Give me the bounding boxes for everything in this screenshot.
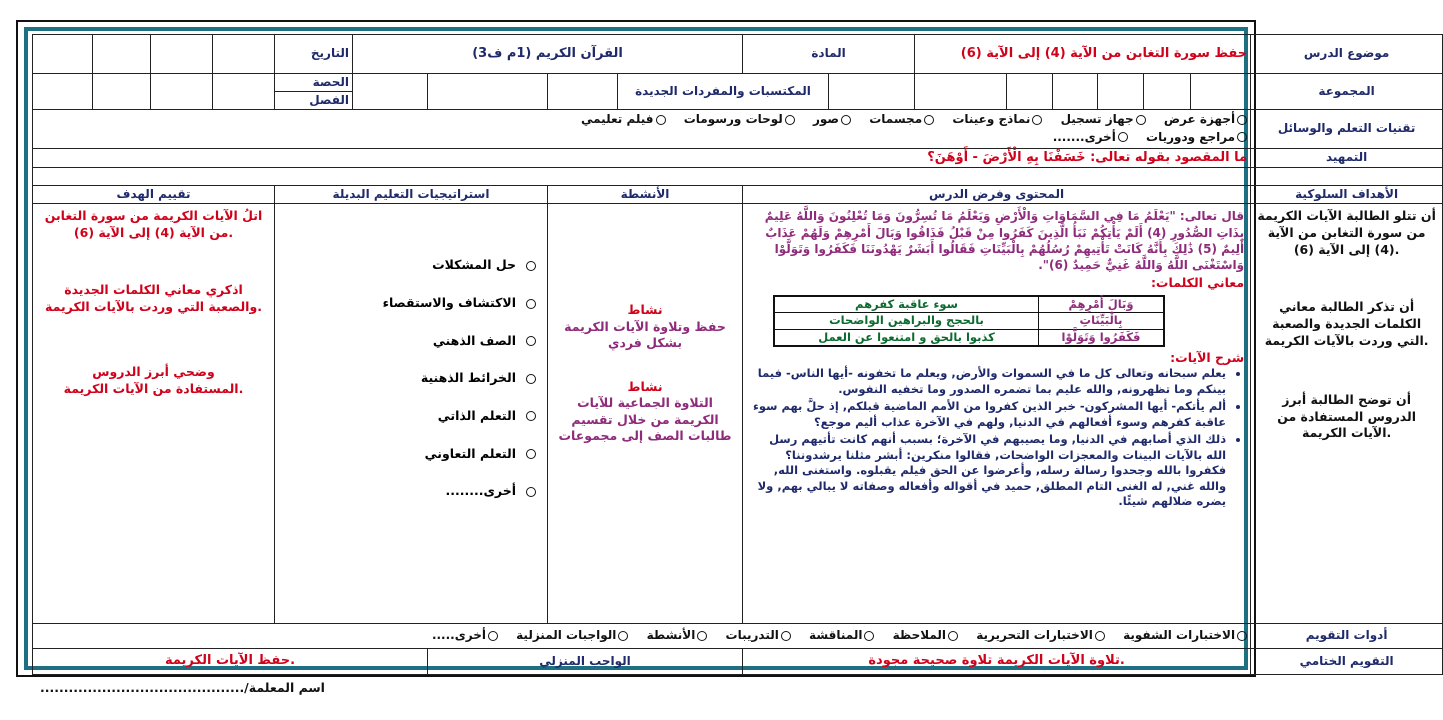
vocab-meaning: سوء عاقبة كفرهم [774,296,1038,313]
objective-item: أن تتلو الطالبة الآيات الكريمة من سورة التغابن من الآية (4) إلى الآية (6). [1257,208,1436,258]
group-label: المجموعة [1251,73,1443,109]
strategy-item[interactable] [278,257,536,273]
tech-options [33,109,1251,148]
lesson-plan-table [32,34,1443,675]
blank-cell [33,35,93,74]
intro-text: ما المقصود بقوله تعالى: خَسَفْنَا بِهِ الْأَرْضَ - أَوْهَنَ؟ [33,148,1251,168]
strategy-label: حل المشكلات [432,257,516,273]
radio-icon [488,631,498,641]
option-label: المناقشة [809,628,863,643]
teacher-name-line: اسم المعلمة/........................................... [40,680,325,695]
blank-cell [1144,73,1191,109]
radio-icon [697,631,707,641]
vocab-word: فَكَفَرُوا وَتَوَلَّوْا [1038,329,1164,346]
blank-cell [428,73,548,109]
objectives-cell [1251,204,1443,624]
option-label: الاختبارات الشفوية [1123,628,1236,643]
vocab-word: وَبَالَ أَمْرِهِمْ [1038,296,1164,313]
radio-icon [526,449,536,459]
radio-icon [1237,115,1247,125]
tech-label: تقنيات التعلم والوسائل [1251,109,1443,148]
radio-icon [841,115,851,125]
tools-option[interactable] [1123,628,1247,642]
radio-icon [618,631,628,641]
option-label: التدريبات [725,628,779,643]
blank-cell [93,35,151,74]
tools-option[interactable] [976,628,1105,642]
vocab-table [773,295,1165,348]
radio-icon [948,631,958,641]
strategy-label: التعلم التعاوني [424,445,516,461]
option-label: مجسمات [869,112,923,127]
blank-cell [1053,73,1098,109]
activity-title: نشاط [627,302,663,318]
blank-row [33,168,1251,186]
option-label: أجهزة عرض [1163,112,1236,127]
tools-label: أدوات التقويم [1251,624,1443,648]
content-cell [743,204,1251,624]
explanation-label: شرح الآيات: [1170,350,1245,366]
option-label: الاختبارات التحريرية [976,628,1093,643]
objective-item: أن تذكر الطالبة معاني الكلمات الجديدة والصعبة التي وردت بالآيات الكريمة. [1264,299,1429,348]
option-label: صور [813,112,840,127]
evaluation-heading: تقييم الهدف [33,186,275,204]
content-heading: المحتوى وفرض الدرس [743,186,1251,204]
option-label: الواجبات المنزلية [516,628,617,643]
radio-icon [785,115,795,125]
radio-icon [781,631,791,641]
tools-option[interactable] [726,628,791,642]
activity-text: التلاوة الجماعية للآيات الكريمة من خلال تقسيم طالبات الصف إلى مجموعات [558,395,732,443]
blank-cell [548,73,618,109]
tools-option[interactable] [516,628,628,642]
explanation-item: • ذلك الذي أصابهم في الدنيا, وما يصيبهم في الآخرة؛ بسبب أنهم كانت تأتيهم رسل الله بالآيات البينات والمعجزات الواضحات, فقالوا منكرين: أبشر مثلنا يرشدوننا؟ فكفروا بالله وجحدوا رسالة رسله, وأعرضوا عن الحق فيلم يقبلوه. واستغنى الله, والله غني, له الغنى التام المطلق, حميد في أقواله وأفعاله وصفاته لا يبالي بهم, ولا يضره ضلالهم شيئًا. [749,432,1226,510]
strategy-item[interactable] [278,295,536,311]
radio-icon [1095,631,1105,641]
tech-option[interactable] [1164,112,1247,126]
evaluation-item: اذكري معاني الكلمات الجديدة والصعبة التي وردت بالآيات الكريمة. [45,282,262,315]
blank-cell [213,73,275,109]
blank-cell [33,73,93,109]
homework-text: حفظ الآيات الكريمة. [33,648,428,674]
tools-option[interactable] [809,628,874,642]
final-eval-label: التقويم الختامي [1251,648,1443,674]
quran-verse: قال تعالى: "يَعْلَمُ مَا فِي السَّمَاوَاتِ وَالْأَرْضِ وَيَعْلَمُ مَا تُسِرُّونَ وَمَا تُعْلِنُونَ وَاللَّهُ عَلِيمٌ بِذَاتِ الصُّدُورِ (4) أَلَمْ يَأْتِكُمْ نَبَأُ الَّذِينَ كَفَرُوا مِنْ قَبْلُ فَذَاقُوا وَبَالَ أَمْرِهِمْ وَلَهُمْ عَذَابٌ أَلِيمٌ (5) ذَٰلِكَ بِأَنَّهُ كَانَتْ تَأْتِيهِمْ رُسُلُهُمْ بِالْبَيِّنَاتِ فَقَالُوا أَبَشَرٌ يَهْدُونَنَا فَكَفَرُوا وَتَوَلَّوْا وَاسْتَغْنَى اللَّهُ وَاللَّهُ غَنِيٌّ حَمِيدٌ (6)". [764,209,1245,273]
radio-icon [1032,115,1042,125]
tech-option[interactable] [1061,112,1146,126]
activities-heading: الأنشطة [548,186,743,204]
tools-option[interactable] [893,628,958,642]
blank-cell [1191,73,1251,109]
strategy-item[interactable] [278,333,536,349]
option-label: لوحات ورسومات [683,112,783,127]
option-label: نماذج وعينات [952,112,1031,127]
objective-item: أن توضح الطالبة أبرز الدروس المستفادة من الآيات الكريمة. [1277,391,1416,441]
blank-cell [151,35,213,74]
subject-value: القرآن الكريم (1م ف3) [353,35,743,74]
lesson-topic-value: حفظ سورة التغابن من الآية (4) إلى الآية (6) [915,35,1251,74]
radio-icon [526,411,536,421]
option-label: مراجع ودوريات [1146,129,1236,144]
vocab-meaning: كذبوا بالحق و امتنعوا عن العمل [774,329,1038,346]
option-label: أخرى....... [1052,129,1116,144]
vocab-row [774,329,1164,346]
radio-icon [1118,132,1128,142]
option-label: جهاز تسجيل [1060,112,1134,127]
strategy-label: أخرى........ [445,483,516,499]
skills-label: المكتسبات والمفردات الجديدة [618,73,829,109]
radio-icon [924,115,934,125]
tech-option[interactable] [952,112,1042,126]
strategy-item[interactable] [278,483,536,499]
option-label: فيلم تعليمي [581,112,654,127]
blank-cell [93,73,151,109]
blank-cell [829,73,915,109]
subject-label: المادة [743,35,915,74]
radio-icon [1237,631,1247,641]
activity-title: نشاط [627,379,663,395]
option-label: أخرى..... [431,628,486,643]
radio-icon [526,487,536,497]
explanation-item: • يعلم سبحانه وتعالى كل ما في السموات والأرض, ويعلم ما تخفونه -أيها الناس- فيما بينكم وما تظهرونه, والله عليم بما تضمره الصدور وما تخفيه النفوس. [749,366,1226,397]
tech-option[interactable] [581,112,666,126]
intro-label: التمهيد [1251,148,1443,168]
evaluation-item: اتلُ الآيات الكريمة من سورة التغابن من الآية (4) إلى الآية (6). [44,208,263,241]
vocab-row [774,313,1164,330]
tech-option[interactable] [869,112,934,126]
strategy-item[interactable] [278,408,536,424]
radio-icon [526,261,536,271]
radio-icon [526,374,536,384]
tech-option[interactable] [1053,130,1128,144]
vocab-meaning: بالحجج والبراهين الواضحات [774,313,1038,330]
activity-text: حفظ وتلاوة الآيات الكريمة بشكل فردي [564,318,726,350]
vocab-row [774,296,1164,313]
option-label: الأنشطة [646,628,696,643]
strategy-item[interactable] [278,446,536,462]
evaluation-cell [33,204,275,624]
strategy-label: الخرائط الذهنية [420,370,516,386]
strategies-cell [275,204,548,624]
blank-cell [1098,73,1144,109]
radio-icon [1136,115,1146,125]
blank-cell [1251,168,1443,186]
strategies-heading: استراتيجيات التعليم البديلة [275,186,548,204]
vocab-word: بِالْبَيِّنَاتِ [1038,313,1164,330]
radio-icon [526,299,536,309]
blank-cell [353,73,428,109]
lesson-topic-label: موضوع الدرس [1251,35,1443,74]
evaluation-item: وضحي أبرز الدروس المستفادة من الآيات الكريمة. [63,363,244,396]
strategy-label: التعلم الذاتي [437,407,516,423]
explanation-list [749,366,1244,510]
strategies-list [278,257,544,498]
radio-icon [656,115,666,125]
blank-cell [915,73,1007,109]
tech-option[interactable] [1146,130,1247,144]
blank-cell [213,35,275,74]
blank-cell [151,73,213,109]
final-eval-text: تلاوة الآيات الكريمة تلاوة صحيحة مجودة. [743,648,1251,674]
radio-icon [864,631,874,641]
radio-icon [1237,132,1247,142]
strategy-label: الاكتشاف والاستقصاء [382,295,516,311]
class-label: الفصل [275,91,353,109]
strategy-item[interactable] [278,370,536,386]
radio-icon [526,336,536,346]
objectives-heading: الأهداف السلوكية [1251,186,1443,204]
homework-label: الواجب المنزلي [428,648,743,674]
option-label: الملاحظة [892,628,947,643]
blank-cell [1007,73,1053,109]
tools-options [33,624,1251,648]
explanation-item: • ألم يأتكم- أيها المشركون- خبر الذين كفروا من الأمم الماضية قبلكم, إذ حلَّ بهم سوء عاقبة كفرهم وسوء أفعالهم في الدنيا, ولهم في الآخرة عذاب أليم موجع؟ [749,399,1226,430]
date-label: التاريخ [275,35,353,74]
tools-option[interactable] [647,628,708,642]
tools-option[interactable] [432,628,498,642]
tech-option[interactable] [684,112,795,126]
period-label: الحصة [275,73,353,91]
strategy-label: الصف الذهني [432,332,516,348]
tech-option[interactable] [813,112,851,126]
activities-cell [548,204,743,624]
vocab-label: معاني الكلمات: [1150,275,1245,291]
